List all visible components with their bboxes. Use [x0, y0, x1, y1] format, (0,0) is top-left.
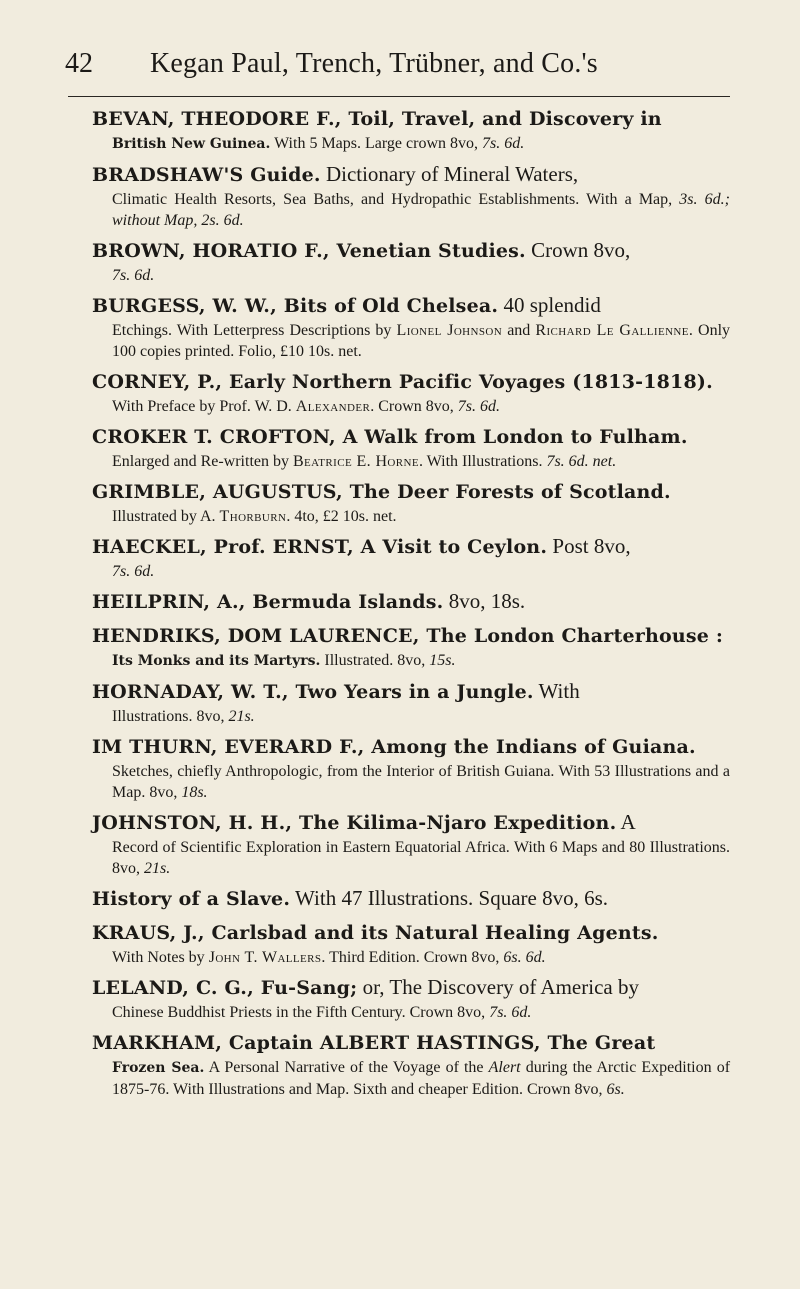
entry-body: Illustrations. 8vo, — [112, 708, 229, 725]
entry-body: With 5 Maps. Large crown 8vo, — [270, 135, 482, 152]
entry-body: . With Illustrations. — [418, 453, 547, 470]
entry-heading: BROWN, HORATIO F., Venetian Studies. — [92, 240, 526, 262]
entry-body: during the Arctic Expedition of 1875-76. With Illustrations and Map. Sixth and cheaper Edition. Crown 8vo, — [112, 1059, 731, 1098]
entry-price: 7s. 6d. — [482, 135, 525, 152]
entry-heading: HEILPRIN, A., Bermuda Islands. — [92, 591, 444, 613]
catalogue-entry — [92, 587, 730, 616]
entry-heading-rest: Crown 8vo, — [525, 238, 631, 262]
entry-subtitle: Frozen Sea. — [112, 1060, 205, 1076]
entry-author-name: Richard Le Gallienne — [535, 322, 689, 339]
entry-heading: HENDRIKS, DOM LAURENCE, The London Charterhouse : — [92, 625, 724, 647]
catalogue-entry — [92, 621, 730, 672]
entry-price: 7s. 6d. — [489, 1004, 532, 1021]
entry-heading: CORNEY, P., Early Northern Pacific Voyages (1813-1818). — [92, 371, 713, 393]
entry-heading: IM THURN, EVERARD F., Among the Indians of Guiana. — [92, 736, 696, 758]
entry-body: Enlarged and Re-written by — [112, 453, 293, 470]
entry-author-name: Beatrice E. Horne — [292, 453, 419, 470]
catalogue-entry — [92, 973, 730, 1023]
entry-heading: HAECKEL, Prof. ERNST, A Visit to Ceylon. — [92, 536, 548, 558]
entry-body: . Crown 8vo, — [370, 398, 458, 415]
catalogue-entry — [92, 884, 730, 913]
running-title: Kegan Paul, Trench, Trübner, and Co.'s — [150, 48, 598, 79]
entry-heading-rest: or, The Discovery of America by — [357, 975, 639, 999]
entry-ship-name: Alert — [488, 1059, 521, 1076]
entry-heading: CROKER T. CROFTON, A Walk from London to Fulham. — [92, 426, 688, 448]
entry-price: £10 10s. net. — [279, 343, 362, 360]
entry-price: 7s. 6d. — [112, 563, 155, 580]
catalogue-entry — [92, 367, 730, 417]
entry-body: . Only 100 copies printed. Folio, — [112, 322, 731, 360]
catalogue-entry — [92, 1028, 730, 1100]
entry-body: and — [502, 322, 536, 339]
catalogue-entry — [92, 160, 730, 231]
entry-price: 21s. — [144, 860, 171, 877]
entry-subtitle: British New Guinea. — [112, 136, 271, 152]
entry-price: £2 10s. net. — [322, 508, 397, 525]
entry-heading: JOHNSTON, H. H., The Kilima-Njaro Expedition. — [92, 812, 617, 834]
catalogue-entry — [92, 532, 730, 582]
entry-subtitle: Its Monks and its Martyrs. — [112, 653, 321, 669]
entry-body: Chinese Buddhist Priests in the Fifth Century. Crown 8vo, — [112, 1004, 490, 1021]
entry-body: Illustrated by A. — [112, 508, 220, 525]
catalogue-entry — [92, 477, 730, 527]
entry-price: 15s. — [429, 652, 456, 669]
entry-heading: History of a Slave. — [92, 888, 291, 910]
entry-body: A Personal Narrative of the Voyage of the — [204, 1059, 489, 1076]
entry-heading: GRIMBLE, AUGUSTUS, The Deer Forests of Scotland. — [92, 481, 671, 503]
entry-body: . 4to, — [286, 508, 323, 525]
entry-price: 6s. 6d. — [503, 949, 546, 966]
entry-author-name: Lionel Johnson — [396, 322, 503, 339]
entry-heading: BURGESS, W. W., Bits of Old Chelsea. — [92, 295, 499, 317]
entry-price: 21s. — [228, 708, 255, 725]
entry-heading-rest: Dictionary of Mineral Waters, — [320, 162, 579, 186]
entry-heading-rest: A — [616, 810, 636, 834]
catalogue-entry — [92, 104, 730, 155]
entry-heading-rest: 8vo, 18s. — [443, 589, 526, 613]
entry-body: Illustrated. 8vo, — [320, 652, 430, 669]
entry-body: Etchings. With Letterpress Descriptions by — [112, 322, 397, 339]
entry-heading-rest: With 47 Illustrations. Square 8vo, 6s. — [290, 886, 609, 910]
catalogue-entry — [92, 808, 730, 879]
entry-price: 7s. 6d. — [112, 267, 155, 284]
entry-heading-rest: With — [533, 679, 580, 703]
entry-body: Sketches, chiefly Anthropologic, from the Interior of British Guiana. With 53 Illustrations and a Map. 8vo, — [112, 763, 730, 801]
entry-body: Climatic Health Resorts, Sea Baths, and Hydropathic Establishments. With a Map, — [112, 191, 680, 208]
entry-price: 6s. — [606, 1081, 625, 1098]
entry-heading: LELAND, C. G., Fu-Sang; — [92, 977, 358, 999]
entry-heading: BEVAN, THEODORE F., Toil, Travel, and Discovery in — [92, 108, 662, 130]
entry-heading: HORNADAY, W. T., Two Years in a Jungle. — [92, 681, 534, 703]
entry-heading: BRADSHAW'S Guide. — [92, 164, 321, 186]
entry-author-name: John T. Wallers — [208, 949, 322, 966]
entry-price: 18s. — [181, 784, 208, 801]
entry-heading: MARKHAM, Captain ALBERT HASTINGS, The Great — [92, 1032, 656, 1054]
catalogue-entry — [92, 918, 730, 968]
entry-heading-rest: 40 splendid — [498, 293, 601, 317]
catalogue-entry — [92, 677, 730, 727]
entry-author-name: Alexander — [295, 398, 371, 415]
catalogue-entry — [92, 422, 730, 472]
entry-price: 7s. 6d. — [457, 398, 500, 415]
entry-heading-rest: Post 8vo, — [547, 534, 631, 558]
entry-price: 7s. 6d. net. — [546, 453, 617, 470]
entry-body: With Notes by — [112, 949, 209, 966]
entry-body: With Preface by Prof. W. D. — [112, 398, 296, 415]
page-number: 42 — [65, 48, 93, 79]
catalogue-entry — [92, 236, 730, 286]
entry-author-name: Thorburn — [219, 508, 287, 525]
entry-body: . Third Edition. Crown 8vo, — [321, 949, 504, 966]
entry-body: Record of Scientific Exploration in Eastern Equatorial Africa. With 6 Maps and 80 Illustrations. 8vo, — [112, 839, 730, 877]
header-rule — [68, 96, 730, 97]
page-header — [0, 42, 800, 86]
catalogue-entry — [92, 732, 730, 803]
entry-heading: KRAUS, J., Carlsbad and its Natural Healing Agents. — [92, 922, 659, 944]
entry-price: 3s. 6d.; without Map, 2s. 6d. — [112, 191, 730, 229]
catalogue-entries — [92, 104, 730, 1105]
catalogue-entry — [92, 291, 730, 362]
